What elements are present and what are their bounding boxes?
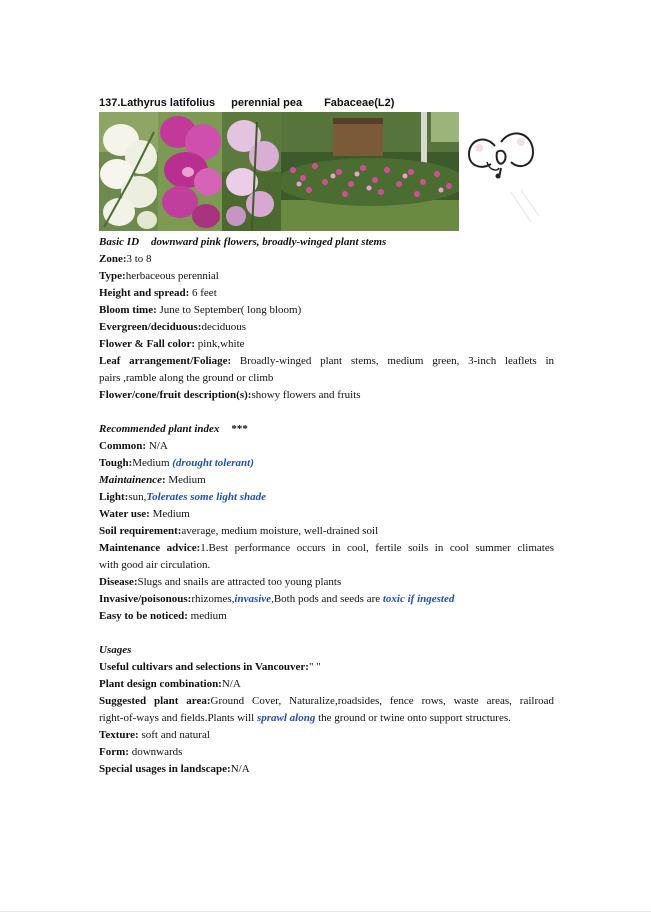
texture-label: Texture:: [99, 729, 139, 741]
plant-common-name: perennial pea: [231, 97, 303, 109]
soil-line: [99, 523, 554, 540]
maintenance-advice-label: Maintenance advice:: [99, 542, 201, 554]
type-value: herbaceous perennial: [125, 270, 219, 282]
maintainence-colon: :: [161, 474, 166, 486]
form-value: downwards: [128, 746, 183, 758]
texture-value: soft and natural: [138, 729, 210, 741]
height-label: Height and spread:: [99, 287, 190, 299]
maintenance-advice-line-2: [99, 557, 554, 574]
design-label: Plant design combination:: [99, 678, 222, 690]
invasive-line: [99, 591, 554, 608]
leaf-line: [99, 353, 554, 370]
area-value: Ground Cover, Naturalize,roadsides, fence rows, waste areas, railroad: [210, 695, 555, 707]
light-value: sun,: [128, 491, 147, 503]
zone-label: Zone:: [99, 253, 127, 265]
height-value: 6 feet: [189, 287, 217, 299]
light-label: Light:: [99, 491, 129, 503]
common-line: [99, 438, 554, 455]
disease-label: Disease:: [99, 576, 138, 588]
fruit-label: Flower/cone/fruit description(s):: [99, 389, 252, 401]
recommended-stars: ***: [231, 423, 248, 435]
soil-value: average, medium moisture, well-drained soil: [181, 525, 379, 537]
evergreen-label: Evergreen/deciduous:: [99, 321, 202, 333]
area-line: [99, 693, 554, 710]
page-bottom-rule: [0, 911, 651, 912]
noticed-label: Easy to be noticed:: [99, 610, 188, 622]
design-line: [99, 676, 554, 693]
maintenance-advice-line: [99, 540, 554, 557]
area-line-2: [99, 710, 554, 727]
design-value: N/A: [221, 678, 241, 690]
bloom-line: [99, 302, 554, 319]
white-pea-flower-photo: [99, 112, 158, 231]
basic-id-text: downward pink flowers, broadly-winged plant stems: [151, 236, 387, 248]
evergreen-value: deciduous: [201, 321, 247, 333]
pea-plant-garden-photo: [281, 112, 459, 231]
water-label: Water use:: [99, 508, 150, 520]
invasive-value: rhizomes,: [191, 593, 235, 605]
noticed-value: medium: [187, 610, 227, 622]
special-label: Special usages in landscape:: [99, 763, 231, 775]
toxic-note: toxic if ingested: [382, 593, 455, 605]
type-line: [99, 268, 554, 285]
common-value: N/A: [146, 440, 168, 452]
usages-title-line: [99, 642, 554, 659]
light-note: Tolerates some light shade: [146, 491, 267, 503]
leaf-label: Leaf arrangement/Foliage:: [99, 355, 232, 367]
invasive-note: invasive: [234, 593, 272, 605]
flower-color-value: pink,white: [195, 338, 245, 350]
common-label: Common:: [99, 440, 147, 452]
flower-color-label: Flower & Fall color:: [99, 338, 196, 350]
leaf-value: Broadly-winged plant stems, medium green, 3-inch leaflets in: [231, 355, 555, 367]
maintainence-line: [99, 472, 554, 489]
plant-family: Fabaceae(L2): [324, 97, 395, 109]
form-label: Form:: [99, 746, 129, 758]
pea-flower-sketch-icon: [461, 112, 543, 230]
fruit-value: showy flowers and fruits: [251, 389, 361, 401]
flower-color-line: [99, 336, 554, 353]
area-label: Suggested plant area:: [99, 695, 211, 707]
sprawl-note: sprawl along: [256, 712, 316, 724]
leaf-value-2: pairs ,ramble along the ground or climb: [99, 372, 274, 384]
cultivars-label: Useful cultivars and selections in Vancouver:: [99, 661, 309, 673]
form-line: [99, 744, 554, 761]
cultivars-line: [99, 659, 554, 676]
special-line: [99, 761, 554, 778]
soil-label: Soil requirement:: [99, 525, 182, 537]
area-value-2-post: the ground or twine onto support structures.: [315, 712, 511, 724]
pink-pea-flower-photo: [158, 112, 222, 231]
maintainence-value: Medium: [165, 474, 206, 486]
type-label: Type:: [99, 270, 126, 282]
maintenance-advice-value: 1.Best performance occurs in cool, fertile soils in cool summer climates: [200, 542, 555, 554]
texture-line: [99, 727, 554, 744]
bloom-label: Bloom time:: [99, 304, 157, 316]
basic-id-label: Basic ID: [99, 236, 140, 248]
height-line: [99, 285, 554, 302]
maintainence-label: Maintainence: [99, 474, 162, 486]
tough-note: (drought tolerant): [172, 457, 254, 469]
light-line: [99, 489, 554, 506]
evergreen-line: [99, 319, 554, 336]
recommended-title-line: [99, 421, 554, 438]
zone-value: 3 to 8: [126, 253, 152, 265]
usages-title: Usages: [99, 644, 132, 656]
noticed-line: [99, 608, 554, 625]
zone-line: [99, 251, 554, 268]
disease-value: Slugs and snails are attracted too young plants: [137, 576, 342, 588]
water-line: [99, 506, 554, 523]
tough-line: [99, 455, 554, 472]
plant-scientific-name: 137.Lathyrus latifolius: [99, 97, 216, 109]
bloom-value: June to September( long bloom): [156, 304, 302, 316]
invasive-label: Invasive/poisonous:: [99, 593, 192, 605]
invasive-value-mid: ,Both pods and seeds are: [271, 593, 383, 605]
fruit-line: [99, 387, 554, 404]
recommended-title: Recommended plant index: [99, 423, 220, 435]
area-value-2-pre: right-of-ways and fields.Plants will: [99, 712, 257, 724]
maintenance-advice-value-2: with good air circulation.: [99, 559, 211, 571]
plant-title-line: [99, 97, 394, 109]
disease-line: [99, 574, 554, 591]
water-value: Medium: [149, 508, 190, 520]
special-value: N/A: [230, 763, 250, 775]
cultivars-value: " ": [308, 661, 321, 673]
plant-info-body: [99, 234, 554, 778]
leaf-line-2: [99, 370, 554, 387]
pale-pink-pea-flower-photo: [222, 112, 281, 231]
tough-label: Tough:: [99, 457, 133, 469]
basic-id-line: [99, 234, 554, 251]
tough-value: Medium: [132, 457, 173, 469]
